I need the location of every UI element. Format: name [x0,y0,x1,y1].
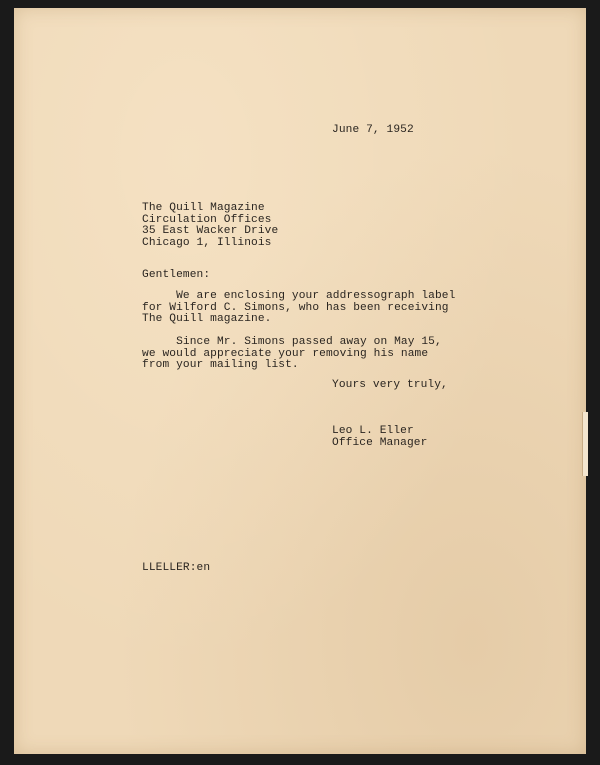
body-paragraph-1 [142,291,455,326]
reference-initials: LLELLER:en [142,562,211,574]
recipient-line: Circulation Offices [142,213,272,226]
recipient-line: Chicago 1, Illinois [142,236,272,249]
paragraph-line: We are enclosing your addressograph label [142,290,456,302]
paragraph-line: The Quill magazine. [142,313,272,325]
letter-page [14,8,586,754]
letter-date: June 7, 1952 [332,124,414,136]
paragraph-line: for Wilford C. Simons, who has been receiving [142,301,449,314]
signer-title: Office Manager [332,436,428,449]
complimentary-close: Yours very truly, [332,379,448,391]
salutation: Gentlemen: [142,269,211,281]
signature-block [332,426,427,449]
recipient-line: The Quill Magazine [142,202,265,214]
paragraph-line: we would appreciate your removing his name [142,347,429,360]
signer-name: Leo L. Eller [332,425,414,437]
recipient-address [142,203,278,249]
recipient-line: 35 East Wacker Drive [142,225,279,237]
paragraph-line: Since Mr. Simons passed away on May 15, [142,336,442,348]
body-paragraph-2 [142,337,442,372]
paragraph-line: from your mailing list. [142,359,299,371]
paper-edge-tab [582,412,588,476]
